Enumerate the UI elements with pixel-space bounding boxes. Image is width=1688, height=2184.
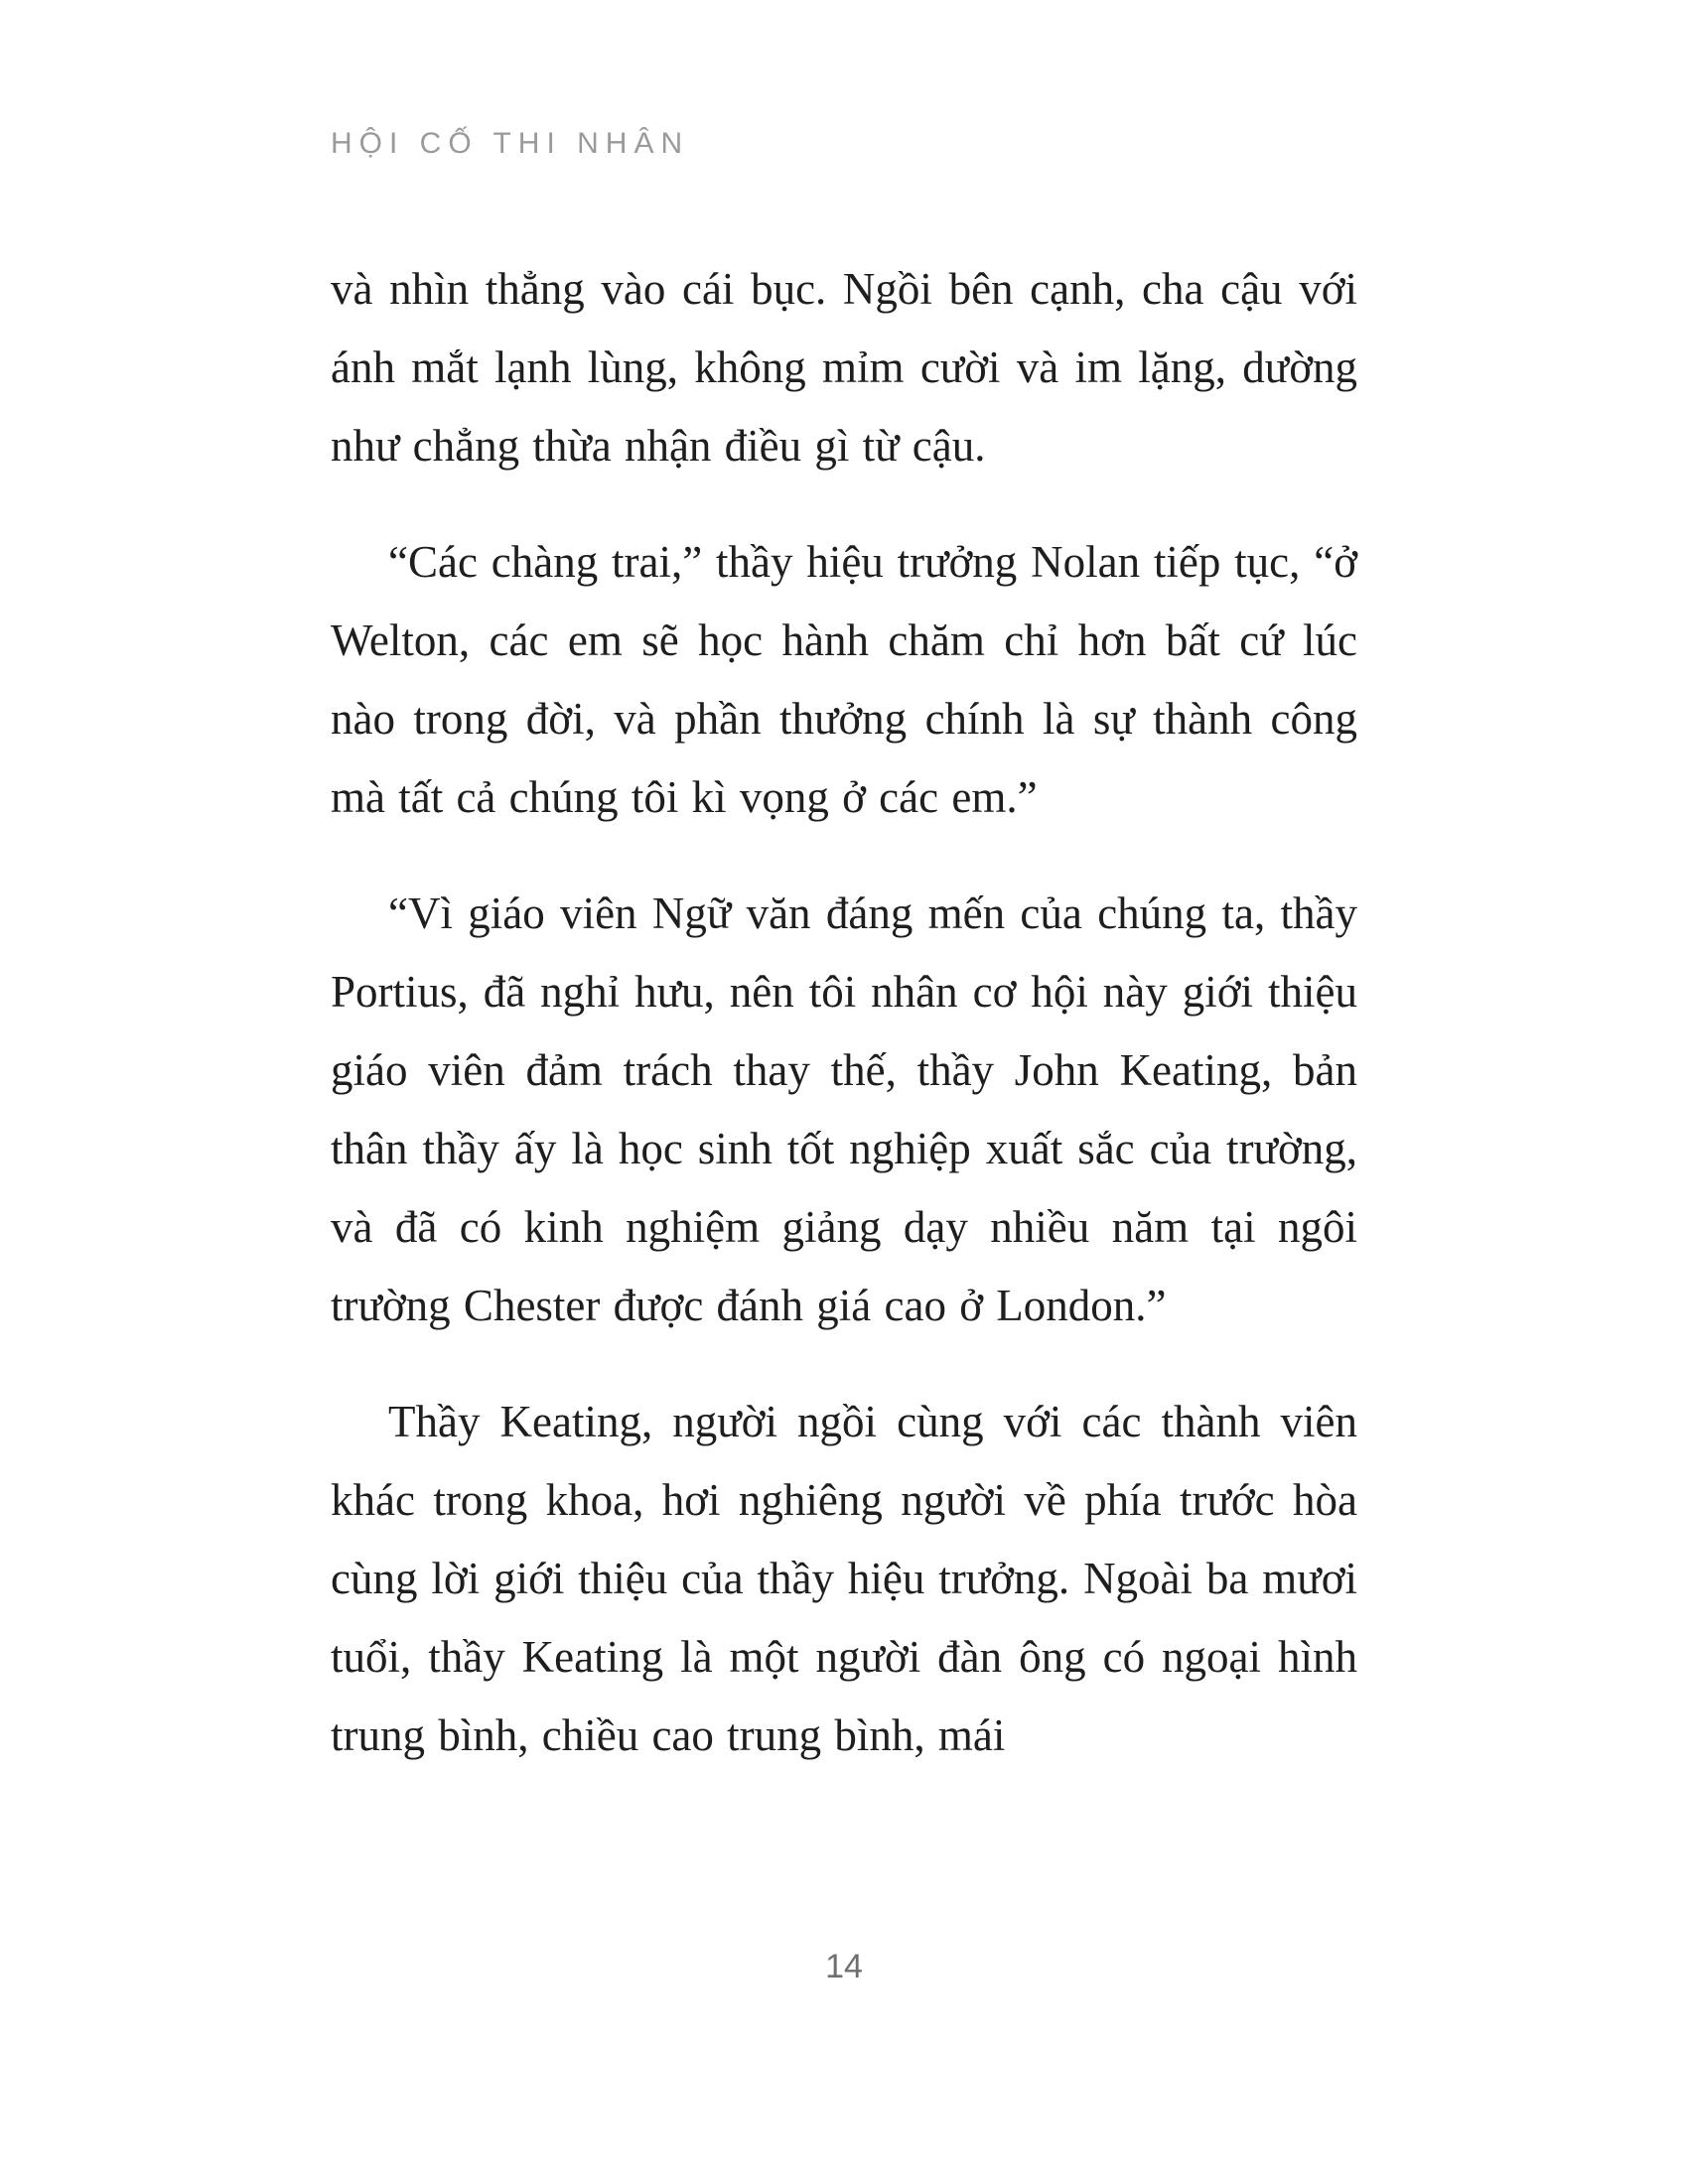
body-paragraph: “Các chàng trai,” thầy hiệu trưởng Nolan tiếp tục, “ở Welton, các em sẽ học hành chăm chỉ hơn bất cứ lúc nào trong đời, và phần thưởng chính là sự thành công mà tất cả chúng tôi kì vọng ở các em.” xyxy=(331,537,1357,822)
page-body-text xyxy=(331,250,1357,1813)
page-number: 14 xyxy=(825,1948,863,1985)
body-paragraph: “Vì giáo viên Ngữ văn đáng mến của chúng ta, thầy Portius, đã nghỉ hưu, nên tôi nhân cơ hội này giới thiệu giáo viên đảm trách thay thế, thầy John Keating, bản thân thầy ấy là học sinh tốt nghiệp xuất sắc của trường, và đã có kinh nghiệm giảng dạy nhiều năm tại ngôi trường Chester được đánh giá cao ở London.” xyxy=(331,888,1357,1330)
body-paragraph: và nhìn thẳng vào cái bục. Ngồi bên cạnh, cha cậu với ánh mắt lạnh lùng, không mỉm cười và im lặng, dường như chẳng thừa nhận điều gì từ cậu. xyxy=(331,264,1357,471)
running-header: HỘI CỐ THI NHÂN xyxy=(331,127,690,160)
body-paragraph: Thầy Keating, người ngồi cùng với các thành viên khác trong khoa, hơi nghiêng người về phía trước hòa cùng lời giới thiệu của thầy hiệu trưởng. Ngoài ba mươi tuổi, thầy Keating là một người đàn ông có ngoại hình trung bình, chiều cao trung bình, mái xyxy=(331,1397,1357,1760)
